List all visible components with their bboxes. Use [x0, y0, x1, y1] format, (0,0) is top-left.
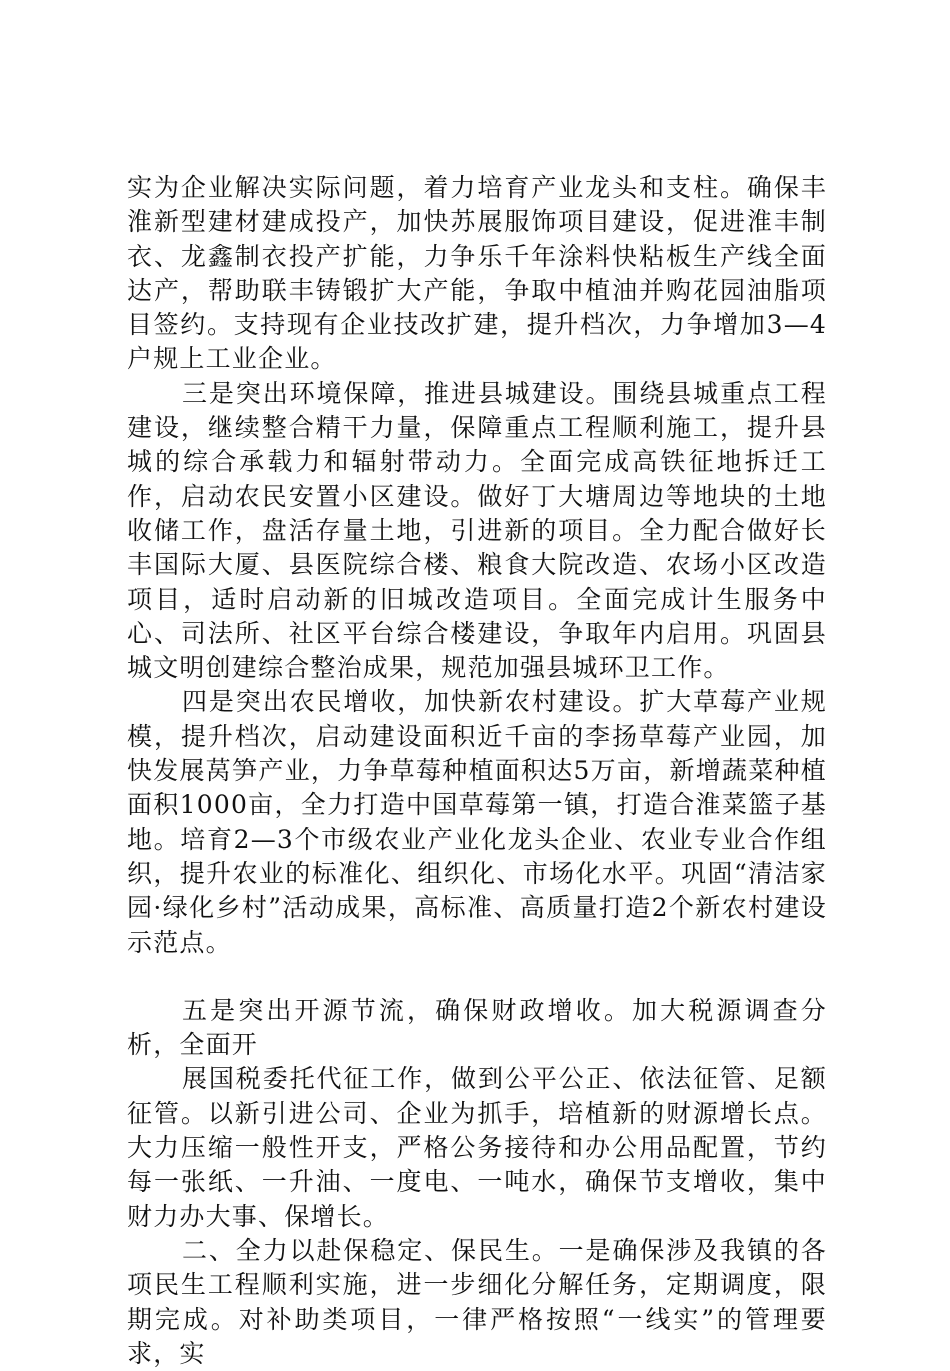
paragraph-fiscal-revenue-start: 五是突出开源节流，确保财政增收。加大税源调查分析，全面开 — [127, 995, 827, 1060]
paragraph-county-construction: 三是突出环境保障，推进县城建设。围绕县城重点工程建设，继续整合精干力量，保障重点工程顺利施工，提升县城的综合承载力和辐射带动力。全面完成高铁征地拆迁工作，启动农民安置小区建设。做好丁大塘周边等地块的土地收储工作，盘活存量土地，引进新的项目。全力配合做好长丰国际大厦、县医院综合楼、粮食大院改造、农场小区改造项目，适时启动新的旧城改造项目。全面完成计生服务中心、司法所、社区平台综合楼建设，争取年内启用。巩固县城文明创建综合整治成果，规范加强县城环卫工作。 — [127, 378, 827, 683]
document-body — [127, 171, 827, 1371]
paragraph-farmer-income: 四是突出农民增收，加快新农村建设。扩大草莓产业规模，提升档次，启动建设面积近千亩的李扬草莓产业园，加快发展莴笋产业，力争草莓种植面积达5万亩，新增蔬菜种植面积1000亩，全力打造中国草莓第一镇，打造合淮菜篮子基地。培育2—3个市级农业产业化龙头企业、农业专业合作组织，提升农业的标准化、组织化、市场化水平。巩固“清洁家园·绿化乡村”活动成果，高标准、高质量打造2个新农村建设示范点。 — [127, 687, 827, 957]
paragraph-enterprise-support: 实为企业解决实际问题，着力培育产业龙头和支柱。确保丰淮新型建材建成投产，加快苏展服饰项目建设，促进淮丰制衣、龙鑫制衣投产扩能，力争乐千年涂料快粘板生产线全面达产，帮助联丰铸锻扩大产能，争取中植油并购花园油脂项目签约。支持现有企业技改扩建，提升档次，力争增加3—4户规上工业企业。 — [127, 173, 827, 374]
paragraph-spacer — [127, 960, 827, 994]
paragraph-stability-livelihood: 二、全力以赴保稳定、保民生。一是确保涉及我镇的各项民生工程顺利实施，进一步细化分解任务，定期调度，限期完成。对补助类项目，一律严格按照“一线实”的管理要求，实 — [127, 1235, 827, 1368]
paragraph-fiscal-revenue-cont: 展国税委托代征工作，做到公平公正、依法征管、足额征管。以新引进公司、企业为抓手，培植新的财源增长点。大力压缩一般性开支，严格公务接待和办公用品配置，节约每一张纸、一升油、一度电、一吨水，确保节支增收，集中财力办大事、保增长。 — [127, 1064, 827, 1231]
